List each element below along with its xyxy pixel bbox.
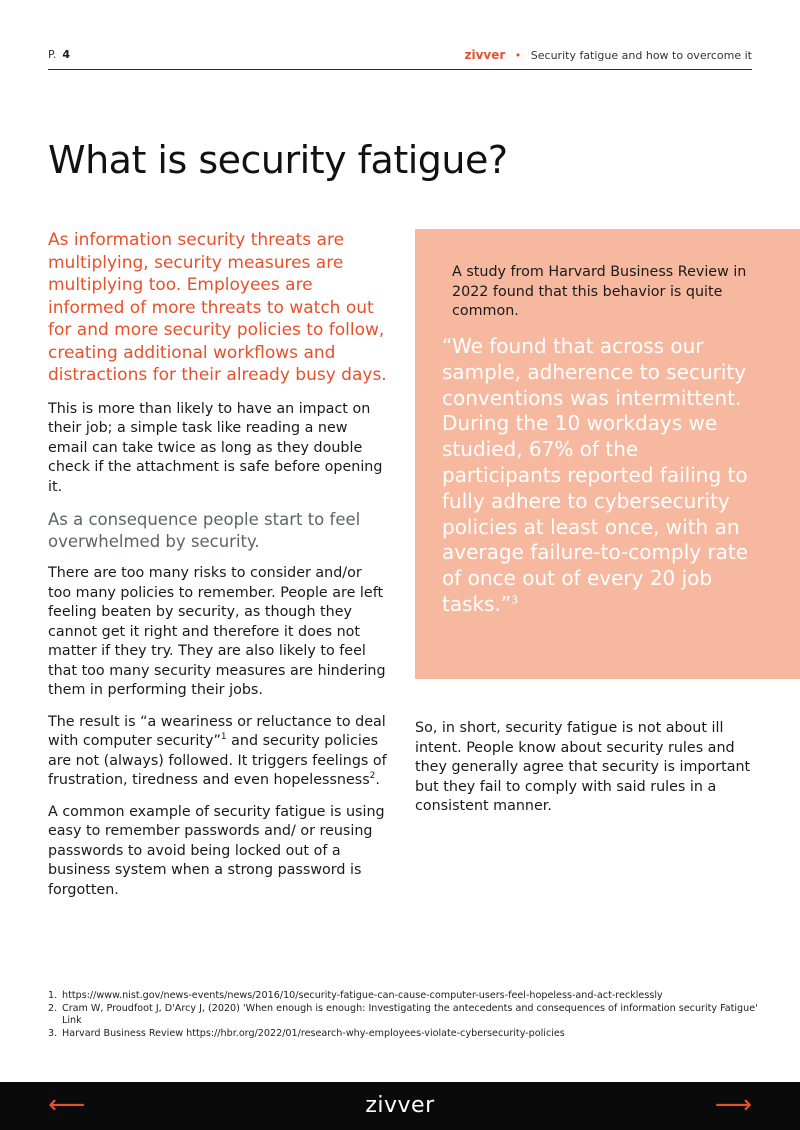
footnote-ref-2[interactable]: 2 bbox=[369, 771, 376, 782]
header-bullet: • bbox=[514, 49, 522, 62]
header-doc-title: Security fatigue and how to overcome it bbox=[530, 49, 752, 62]
page-header bbox=[48, 48, 752, 70]
left-column bbox=[48, 229, 388, 912]
result-text-a: The result is “a weariness or reluctance to deal with computer security” bbox=[48, 713, 386, 749]
quote-body: We found that across our sample, adherence to security conventions was intermittent. During the 10 workdays we studied, 67% of the participants reported failing to fully adhere to cybersecurity policies at least once, with an average failure-to-comply rate of once out of every 20 job tasks.” bbox=[442, 334, 749, 616]
impact-paragraph: This is more than likely to have an impact on their job; a simple task like reading a new email can take twice as long as they double check if the attachment is safe before opening it. bbox=[48, 400, 383, 495]
footnote-text[interactable]: https://www.nist.gov/news-events/news/2016/10/security-fatigue-can-cause-computer-users-feel-hopeless-and-act-recklessly bbox=[62, 990, 663, 1001]
page-title: What is security fatigue? bbox=[48, 138, 508, 182]
page-prefix: P. bbox=[48, 48, 57, 61]
lead-paragraph: As information security threats are multiplying, security measures are multiplying too. Employees are informed of more threats to watch out for and more security policies to follow, creating additional workflows and distractions for their already busy days. bbox=[48, 230, 387, 385]
footnote-text[interactable]: Harvard Business Review https://hbr.org/2022/01/research-why-employees-violate-cybersecurity-policies bbox=[62, 1027, 565, 1039]
header-brand-logo: zivver bbox=[464, 48, 506, 62]
page-footer bbox=[0, 1082, 800, 1130]
footnote-ref-3[interactable]: 3 bbox=[511, 593, 519, 607]
result-paragraph bbox=[48, 713, 388, 791]
page-number-value: 4 bbox=[62, 48, 71, 61]
footnote-3 bbox=[48, 1028, 758, 1041]
prev-page-arrow-icon[interactable]: ⟵ bbox=[48, 1090, 86, 1120]
footnote-1 bbox=[48, 990, 758, 1003]
quote-callout bbox=[415, 229, 800, 679]
next-page-arrow-icon[interactable]: ⟶ bbox=[714, 1090, 752, 1120]
footnote-2 bbox=[48, 1003, 758, 1028]
footnote-ref-1[interactable]: 1 bbox=[220, 732, 227, 743]
example-paragraph: A common example of security fatigue is using easy to remember passwords and/ or reusing passwords to avoid being locked out of a business system when a strong password is forgotten. bbox=[48, 803, 385, 898]
footnote-text[interactable]: Cram W, Proudfoot J, D'Arcy J, (2020) 'When enough is enough: Investigating the antecedents and consequences of information security Fatigue' Link bbox=[62, 1002, 758, 1026]
footnote-number: 3. bbox=[48, 1027, 58, 1039]
quote-open-mark: “ bbox=[442, 334, 453, 358]
risks-paragraph: There are too many risks to consider and/or too many policies to remember. People are left feeling beaten by security, as though they cannot get it right and therefore it does not matter if they try. They are also likely to feel that too many security measures are hindering them in performing their jobs. bbox=[48, 565, 386, 698]
quote-intro: A study from Harvard Business Review in 2022 found that this behavior is quite common. bbox=[452, 264, 747, 319]
footnote-number: 2. bbox=[48, 1002, 58, 1014]
page-number bbox=[48, 48, 70, 61]
subheading: As a consequence people start to feel overwhelmed by security. bbox=[48, 510, 361, 551]
pull-quote bbox=[442, 334, 762, 618]
footer-logo: zivver bbox=[365, 1093, 435, 1118]
footnotes bbox=[48, 990, 758, 1040]
header-doc-info bbox=[464, 48, 752, 62]
result-text-b: and security policies are not (always) followed. It triggers feelings of frustration, tiredness and even hopelessness bbox=[48, 733, 387, 788]
summary-paragraph: So, in short, security fatigue is not about ill intent. People know about security rules and they generally agree that security is important but they fail to comply with said rules in a consistent manner. bbox=[415, 720, 751, 814]
footnote-number: 1. bbox=[48, 990, 58, 1001]
result-text-c: . bbox=[375, 772, 380, 788]
